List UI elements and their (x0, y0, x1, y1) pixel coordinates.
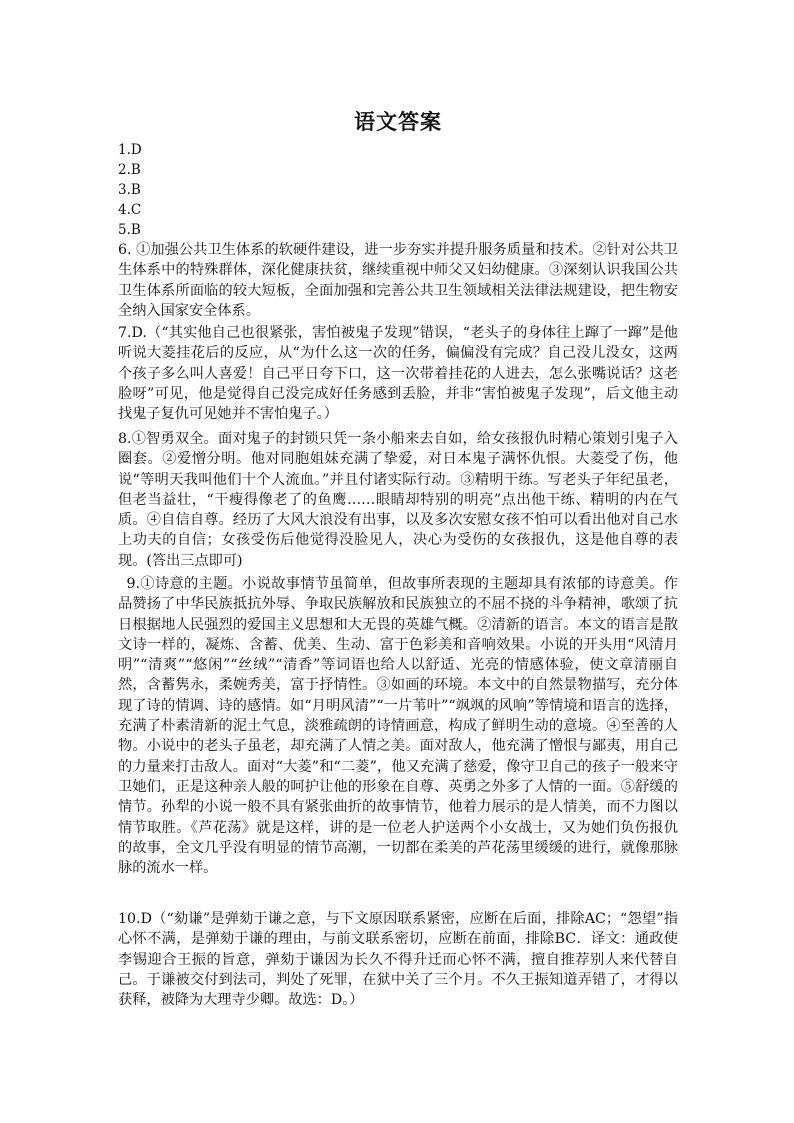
answer-2: 2.B (118, 162, 141, 178)
document-title: 语文答案 (354, 110, 442, 134)
answer-9: 9.①诗意的主题。小说故事情节虽简单，但故事所表现的主题却具有浓郁的诗意美。作品赞扬了中华民族抵抗外辱、争取民族解放和民族独立的不屈不挠的斗争精神，歌颂了抗日根据地人民强烈的爱国主义思想和大无畏的英雄气概。②清新的语言。本文的语言是散文诗一样的，凝炼、含蓄、优美、生动、富于色彩美和音响效果。小说的开头用“风清月明”“清爽”“悠闲”“丝绒”“清香”等词语也给人以舒适、光亮的情感体验，使文章清丽自然，含蓄隽永，柔婉秀美，富于抒情性。③如画的环境。本文中的自然景物描写，充分体现了诗的情调、诗的感情。如“月明风清”“一片苇叶”“飒飒的风响”等情境和语言的选择，充满了朴素清新的泥土气息，淡雅疏朗的诗情画意，构成了鲜明生动的意境。④至善的人物。小说中的老头子虽老，却充满了人情之美。面对敌人，他充满了憎恨与鄙夷，用自己的力量来打击敌人。面对“大菱”和“二菱”，他又充满了慈爱，像守卫自己的孩子一般来守卫她们，正是这种亲人般的呵护让他的形象在自尊、英勇之外多了人情的一面。⑤舒缓的情节。孙犁的小说一般不具有紧张曲折的故事情节，他着力展示的是人情美，而不力图以情节取胜。《芦花荡》就是这样，讲的是一位老人护送两个小女战士，又为她们负伤报仇的故事，全文几乎没有明显的情节高潮，一切都在柔美的芦花荡里缓缓的进行，就像那脉脉的流水一样。 (118, 576, 678, 877)
answer-8: 8.①智勇双全。面对鬼子的封锁只凭一条小船来去自如，给女孩报仇时精心策划引鬼子入圈套。②爱憎分明。他对同胞姐妹充满了挚爱，对日本鬼子满怀仇恨。大菱受了伤，他说“等明天我叫他们十个人流血。”并且付诸实际行动。③精明干练。写老头子年纪虽老，但老当益壮，“干瘦得像老了的鱼鹰……眼睛却特别的明亮”点出他干练、精明的内在气质。④自信自尊。经历了大风大浪没有出事，以及多次安慰女孩不怕可以看出他对自己水上功夫的自信；女孩受伤后他觉得没脸见人，决心为受伤的女孩报仇，这是他自尊的表现。(答出三点即可) (118, 431, 678, 569)
answer-4: 4.C (118, 202, 142, 218)
answer-10: 10.D（“劾谦”是弹劾于谦之意，与下文原因联系紧密，应断在后面，排除AC；“怨望”指心怀不满，是弹劾于谦的理由，与前文联系密切，应断在前面，排除BC．译文：通政使李锡迎合王振的旨意，弹劾于谦因为长久不得升迁而心怀不满，擅自推荐别人来代替自己。于谦被交付到法司，判处了死罪，在狱中关了三个月。不久王振知道弄错了，才得以获释，被降为大理寺少卿。故选：D。） (118, 911, 678, 1009)
answer-1: 1.D (118, 142, 142, 158)
answer-6: 6. ①加强公共卫生体系的软硬件建设，进一步夯实并提升服务质量和技术。②针对公共卫生体系中的特殊群体，深化健康扶贫，继续重视中师父又妇幼健康。③深刻认识我国公共卫生体系所面临的较大短板，全面加强和完善公共卫生领域相关法律法规建设，把生物安全纳入国家安全体系。 (118, 242, 678, 319)
answer-3: 3.B (118, 182, 141, 198)
answer-5: 5.B (118, 222, 141, 238)
answer-7: 7.D.（“其实他自己也很紧张，害怕被鬼子发现”错误，“老头子的身体往上蹿了一蹿”是他听说大菱挂花后的反应，从“为什么这一次的任务，偏偏没有完成？自己没儿没女，这两个孩子多么叫人喜爱！自己平日夸下口，这一次带着挂花的人进去，怎么张嘴说话？这老脸呀”可见，他是觉得自己没完成好任务感到丢脸，并非“害怕被鬼子发现”，后文他主动找鬼子复仇可见她并不害怕鬼子。） (118, 325, 678, 423)
